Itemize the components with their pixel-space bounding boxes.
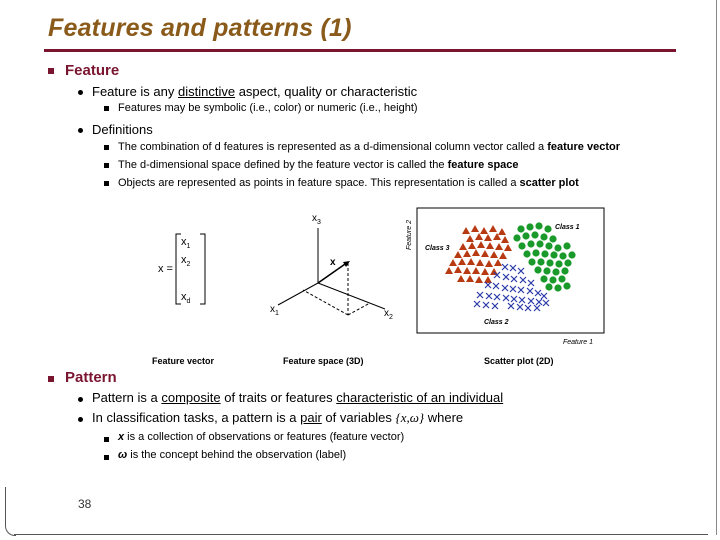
class1-marker [558, 275, 565, 282]
class1-marker [549, 276, 556, 283]
class1-marker [528, 258, 535, 265]
feature-space-figure [270, 213, 393, 366]
entry-letter: x [181, 236, 187, 248]
class1-marker [549, 235, 556, 242]
feature-figure [140, 205, 610, 370]
term-scatter-plot: scatter plot [519, 177, 579, 189]
axis-letter: x [384, 308, 389, 319]
distinctive-underlined: distinctive [178, 84, 236, 99]
class1-marker [531, 231, 538, 238]
bullet-dot-icon [78, 417, 83, 422]
class1-marker [526, 223, 533, 230]
term-feature-space: feature space [447, 159, 519, 171]
class1-marker [534, 266, 541, 273]
pattern-definition-line [92, 390, 503, 405]
vector-entry-1 [181, 236, 191, 250]
axis-label-x1 [270, 304, 279, 317]
class1-marker [559, 252, 566, 259]
pair-underlined: pair [300, 410, 322, 425]
bullet-dot-icon [78, 90, 83, 95]
axis-label-x2 [384, 308, 393, 321]
text-part: where [424, 410, 464, 425]
square-bullet-icon [48, 376, 54, 382]
text-part: Feature is any [92, 84, 178, 99]
class1-label: Class 1 [555, 224, 580, 231]
vector-entry-d [181, 291, 191, 305]
scatter-plot-figure [406, 208, 604, 366]
vector-lhs: x = [158, 263, 173, 275]
class1-marker [536, 240, 543, 247]
class1-marker [563, 282, 570, 289]
text-part: is a collection of observations or features (feature vector) [124, 431, 405, 443]
class1-marker [513, 234, 520, 241]
feature-vector-figure [152, 234, 215, 366]
square-bullet-icon [104, 106, 109, 111]
axis-subscript: 1 [275, 310, 279, 317]
class1-marker [537, 258, 544, 265]
definition-feature-space [118, 159, 519, 171]
title-underline [44, 49, 676, 52]
symbol-x: x [118, 431, 125, 443]
point-label: x [330, 257, 336, 268]
class1-marker [540, 233, 547, 240]
class2-label: Class 2 [484, 319, 509, 326]
text-part: is the concept behind the observation (label) [127, 449, 347, 461]
text-part: Pattern is a [92, 390, 162, 405]
text-part: aspect, quality or characteristic [235, 84, 418, 99]
class1-marker [518, 242, 525, 249]
class1-marker [545, 242, 552, 249]
slide-title: Features and patterns (1) [48, 14, 352, 42]
class1-marker [517, 225, 524, 232]
pattern-omega-line [118, 449, 346, 461]
square-bullet-icon [104, 437, 109, 442]
square-bullet-icon [104, 181, 109, 186]
pattern-pair-set: {x,ω} [395, 410, 425, 425]
entry-subscript: 1 [186, 243, 191, 250]
bullet-dot-icon [78, 397, 83, 402]
composite-underlined: composite [161, 390, 221, 405]
axis-x1 [278, 283, 318, 305]
slide-frame-left [5, 487, 16, 536]
pattern-heading: Pattern [65, 369, 117, 386]
vector-entry-2 [181, 254, 191, 268]
class1-marker [522, 232, 529, 239]
x-axis-label: Feature 1 [563, 339, 593, 346]
class1-marker [563, 242, 570, 249]
feature-heading: Feature [65, 62, 120, 79]
class1-marker [552, 268, 559, 275]
entry-subscript: 2 [186, 261, 191, 268]
class3-label: Class 3 [425, 245, 450, 252]
slide-frame-bottom [14, 534, 708, 535]
class1-marker [561, 267, 568, 274]
definition-scatter-plot [118, 177, 579, 189]
class1-marker [545, 283, 552, 290]
class1-marker [544, 225, 551, 232]
slide-frame-right [706, 0, 717, 535]
class1-marker [523, 250, 530, 257]
caption-feature-vector: Feature vector [152, 356, 215, 366]
class1-marker [527, 240, 534, 247]
caption-feature-space: Feature space (3D) [283, 356, 364, 366]
class1-marker [532, 249, 539, 256]
class1-marker [546, 259, 553, 266]
y-axis-label: Feature 2 [406, 220, 413, 250]
square-bullet-icon [48, 68, 54, 74]
entry-letter: x [181, 254, 187, 266]
page-number: 38 [78, 497, 92, 511]
class1-marker [535, 222, 542, 229]
definition-feature-vector [118, 141, 620, 153]
feature-definition-line [92, 84, 417, 99]
projection-line [303, 290, 348, 315]
pattern-pair-line [92, 410, 463, 426]
class1-marker [568, 251, 575, 258]
feature-types-line: Features may be symbolic (i.e., color) or numeric (i.e., height) [118, 102, 418, 114]
characteristic-underlined: characteristic of an individual [336, 390, 504, 405]
class1-marker [555, 260, 562, 267]
symbol-omega: ω [118, 449, 128, 461]
class1-marker [543, 267, 550, 274]
axis-letter: x [270, 304, 275, 315]
term-feature-vector: feature vector [547, 141, 620, 153]
text-part: In classification tasks, a pattern is a [92, 410, 301, 425]
axis-subscript: 2 [389, 314, 393, 321]
right-bracket [200, 234, 205, 304]
entry-subscript: d [186, 298, 191, 305]
projection-line [348, 303, 370, 315]
pattern-x-line [118, 431, 404, 443]
square-bullet-icon [104, 455, 109, 460]
caption-scatter-plot: Scatter plot (2D) [484, 356, 554, 366]
axis-letter: x [312, 213, 317, 224]
class1-marker [554, 284, 561, 291]
definitions-label: Definitions [92, 122, 153, 137]
text-part: of variables [321, 410, 396, 425]
text-part: The d-dimensional space defined by the feature vector is called the [118, 159, 448, 171]
class1-marker [541, 250, 548, 257]
axis-subscript: 3 [317, 219, 321, 226]
class1-marker [540, 275, 547, 282]
square-bullet-icon [104, 145, 109, 150]
class1-marker [554, 244, 561, 251]
square-bullet-icon [104, 163, 109, 168]
axis-x2 [318, 283, 385, 309]
text-part: Objects are represented as points in feature space. This representation is called a [118, 177, 520, 189]
entry-letter: x [181, 291, 187, 303]
axis-label-x3 [312, 213, 321, 226]
class1-marker [550, 251, 557, 258]
text-part: The combination of d features is represented as a d-dimensional column vector called a [118, 141, 548, 153]
class1-marker [564, 259, 571, 266]
bullet-dot-icon [78, 128, 83, 133]
text-part: of traits or features [220, 390, 337, 405]
